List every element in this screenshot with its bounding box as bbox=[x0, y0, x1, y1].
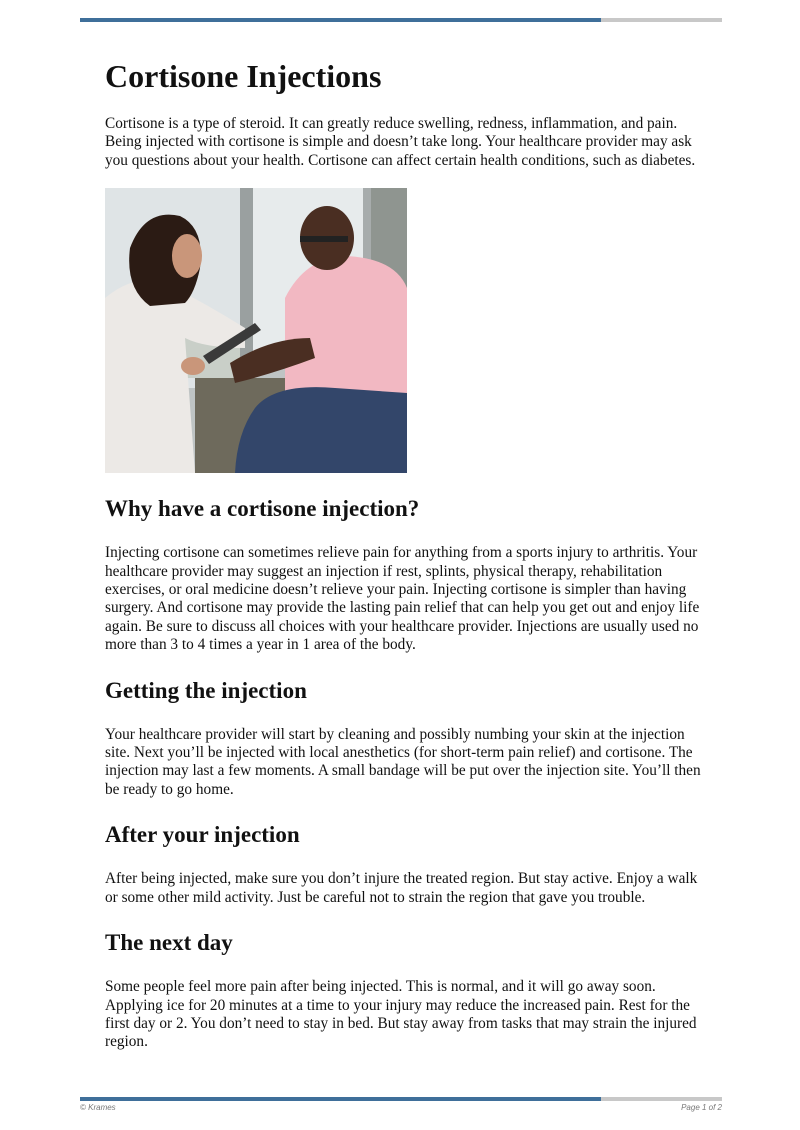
section-heading-why: Why have a cortisone injection? bbox=[105, 496, 420, 522]
section-heading-getting: Getting the injection bbox=[105, 677, 307, 703]
section-body-getting: Your healthcare provider will start by cleaning and possibly numbing your skin at the injection site. Next you’ll be injected with local anesthetics (for short-term pain relief) and cortisone. The injection may last a few moments. A small bandage will be put over the injection site. You’ll then be ready to go home. bbox=[105, 725, 701, 798]
section-body-next-day: Some people feel more pain after being injected. This is normal, and it will go away soon. Applying ice for 20 minutes at a time to your injury may reduce the increased pain. Rest for the first day or 2. You don’t need to stay in bed. But stay away from tasks that may strain the injured region. bbox=[105, 978, 697, 1051]
top-bar-gray-segment bbox=[601, 18, 722, 22]
bottom-accent-bar bbox=[80, 1097, 722, 1101]
doctor-patient-photo bbox=[105, 188, 407, 473]
document-body bbox=[105, 56, 705, 1052]
photo-illustration-icon bbox=[105, 188, 407, 473]
intro-paragraph: Cortisone is a type of steroid. It can greatly reduce swelling, redness, inflammation, and pain. Being injected with cortisone is simple and doesn’t take long. Your healthcare provider may ask you questions about your health. Cortisone can affect certain health conditions, such as diabetes. bbox=[105, 115, 696, 169]
bottom-bar-gray-segment bbox=[601, 1097, 722, 1101]
top-accent-bar bbox=[80, 18, 722, 22]
top-bar-blue-segment bbox=[80, 18, 601, 22]
footer-page-number: Page 1 of 2 bbox=[681, 1103, 722, 1112]
section-body-after: After being injected, make sure you don’t injure the treated region. But stay active. Enjoy a walk or some other mild activity. Just be careful not to strain the region that gave you trouble. bbox=[105, 870, 698, 906]
bottom-bar-blue-segment bbox=[80, 1097, 601, 1101]
footer-copyright: © Krames bbox=[80, 1103, 116, 1112]
section-body-why: Injecting cortisone can sometimes relieve pain for anything from a sports injury to arthritis. Your healthcare provider may suggest an injection if rest, splints, physical therapy, rehabilitation exercises, or oral medicine doesn’t relieve your pain. Injecting cortisone is simpler than having surgery. And cortisone may provide the lasting pain relief that can help you get out and enjoy life again. Be sure to discuss all choices with your healthcare provider. Injections are usually used no more than 3 to 4 times a year in 1 area of the body. bbox=[105, 544, 700, 654]
section-heading-after: After your injection bbox=[105, 822, 300, 848]
section-heading-next-day: The next day bbox=[105, 930, 233, 956]
page-title: Cortisone Injections bbox=[105, 58, 382, 94]
